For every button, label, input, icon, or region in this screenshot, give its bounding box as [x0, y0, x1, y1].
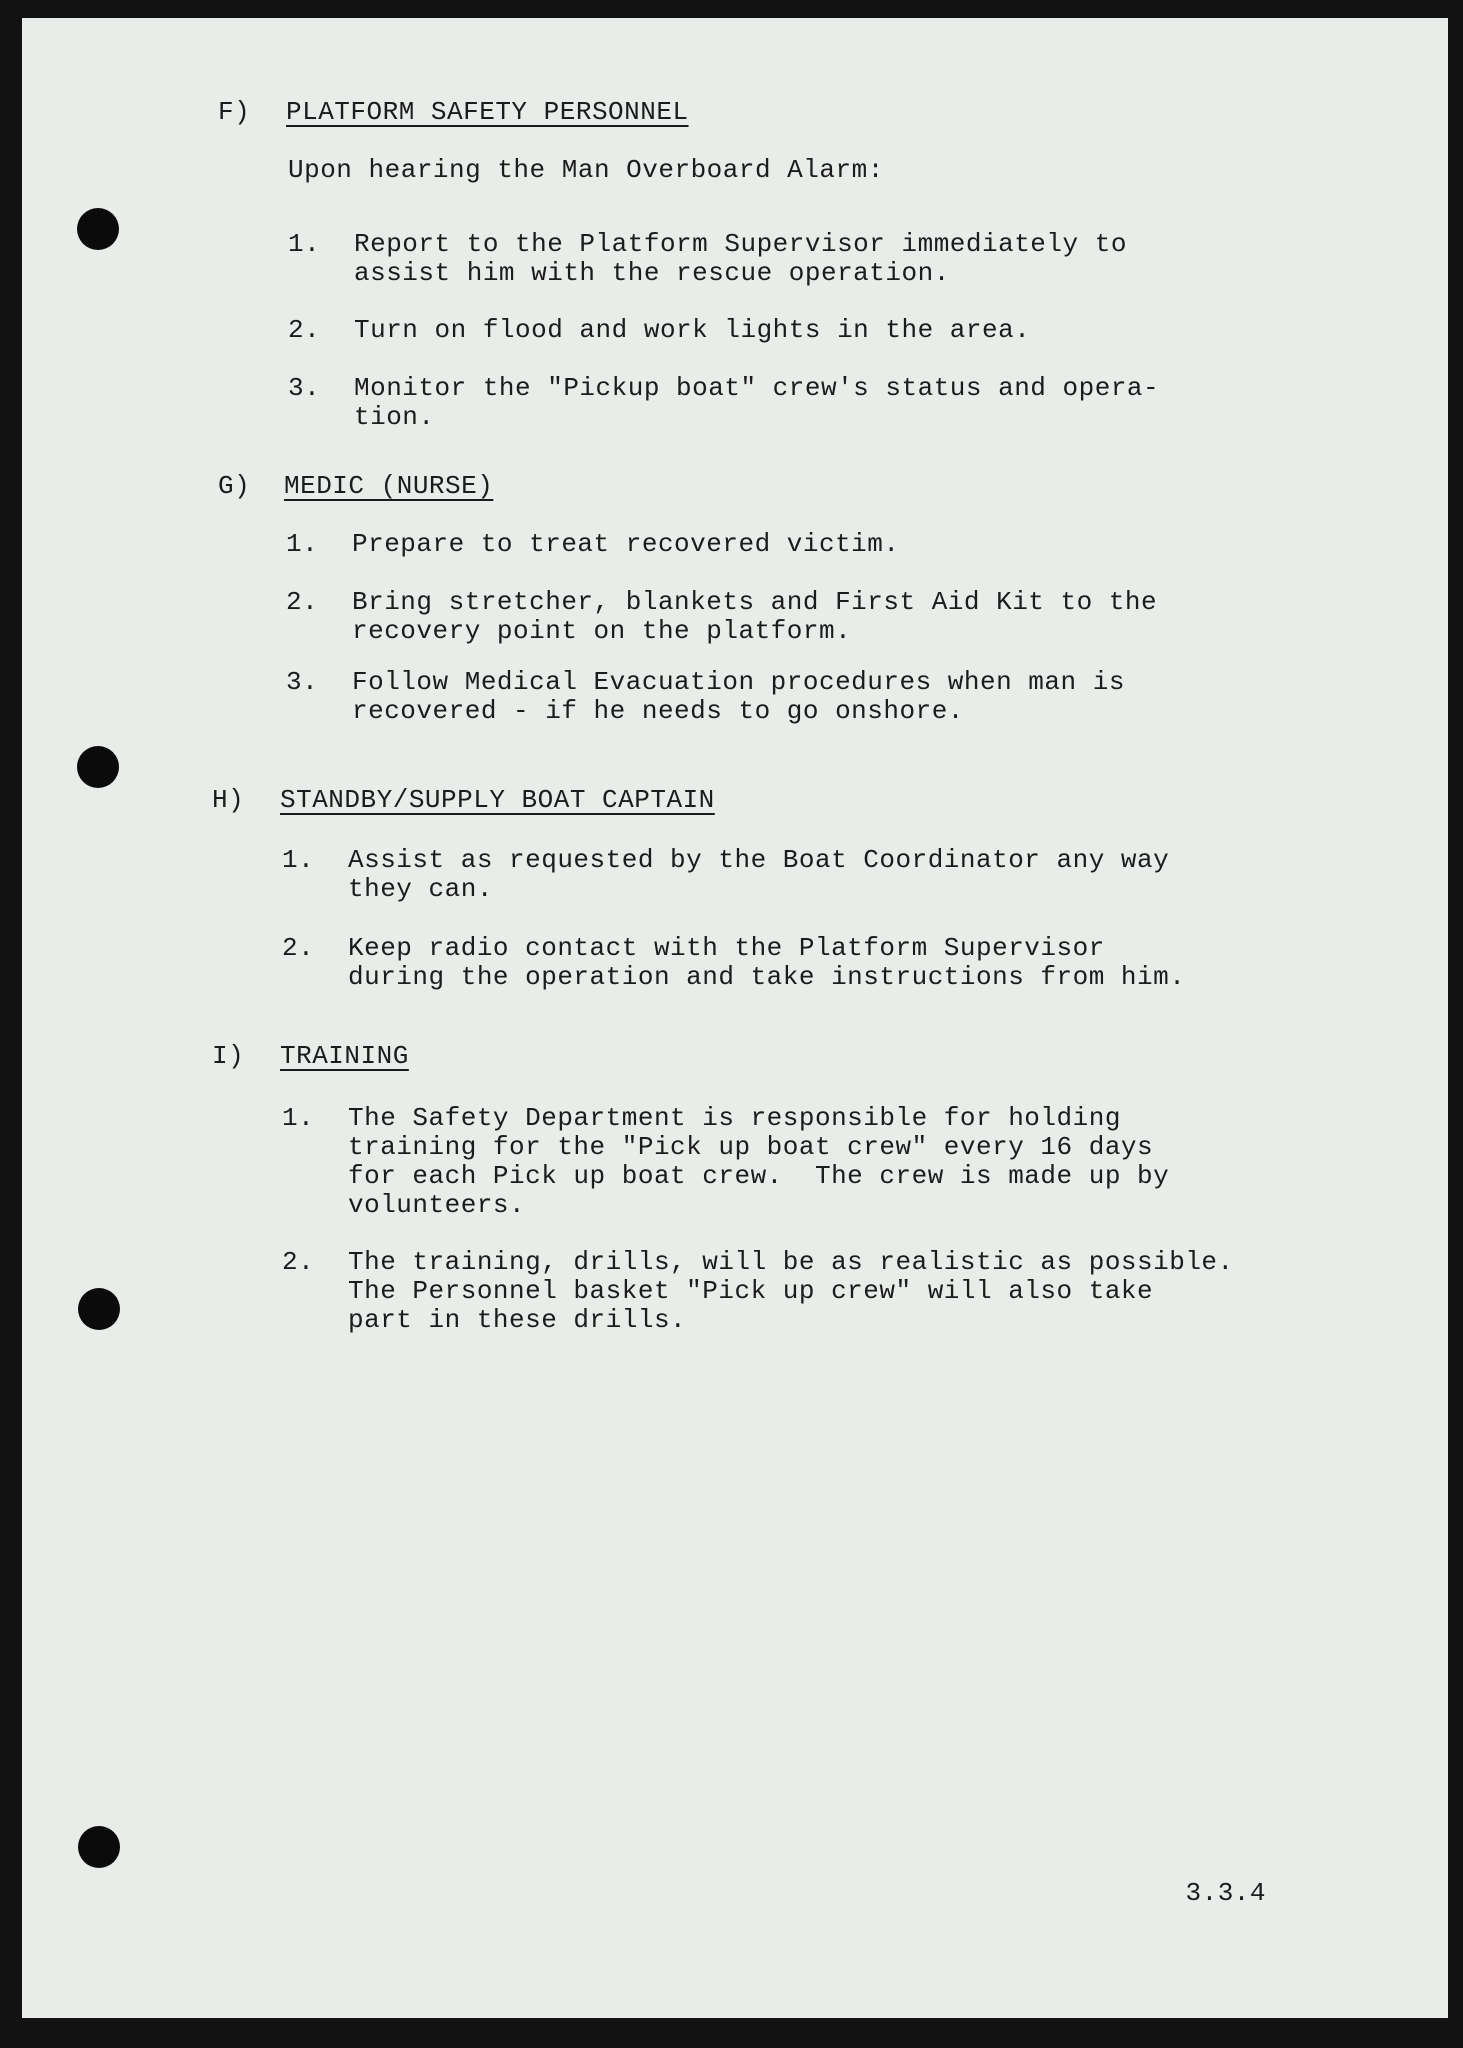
- item-number: 2.: [288, 315, 321, 345]
- section-letter: G): [218, 471, 251, 501]
- punch-hole: [77, 208, 119, 250]
- item-number: 3.: [286, 667, 319, 697]
- item-number: 2.: [282, 933, 315, 963]
- section-intro: Upon hearing the Man Overboard Alarm:: [288, 155, 884, 185]
- item-text: The training, drills, will be as realistic as possible. The Personnel basket "Pick up crew" will also take part in these drills.: [348, 1247, 1234, 1335]
- item-text: Keep radio contact with the Platform Supervisor during the operation and take instructions from him.: [348, 933, 1186, 992]
- section-letter: H): [212, 785, 245, 815]
- section-title: MEDIC (NURSE): [284, 471, 494, 501]
- item-number: 1.: [282, 1103, 315, 1133]
- item-text: The Safety Department is responsible for holding training for the "Pick up boat crew" every 16 days for each Pick up boat crew. The crew is made up by volunteers.: [348, 1103, 1170, 1220]
- item-number: 2.: [286, 587, 319, 617]
- item-text: Report to the Platform Supervisor immediately to assist him with the rescue operation.: [354, 229, 1127, 288]
- item-number: 1.: [286, 529, 319, 559]
- section-letter: F): [218, 97, 251, 127]
- item-text: Bring stretcher, blankets and First Aid Kit to the recovery point on the platform.: [352, 587, 1158, 646]
- punch-hole: [78, 1826, 120, 1868]
- punch-hole: [78, 1288, 120, 1330]
- item-number: 1.: [288, 229, 321, 259]
- page-number: 3.3.4: [1185, 1878, 1266, 1908]
- section-title: PLATFORM SAFETY PERSONNEL: [286, 97, 689, 127]
- document-page: [22, 18, 1448, 2018]
- section-title: STANDBY/SUPPLY BOAT CAPTAIN: [280, 785, 715, 815]
- item-text: Follow Medical Evacuation procedures when man is recovered - if he needs to go onshore.: [352, 667, 1125, 726]
- item-number: 1.: [282, 845, 315, 875]
- item-number: 2.: [282, 1247, 315, 1277]
- item-text: Assist as requested by the Boat Coordinator any way they can.: [348, 845, 1170, 904]
- section-letter: I): [212, 1041, 245, 1071]
- item-text: Monitor the "Pickup boat" crew's status and opera- tion.: [354, 373, 1160, 432]
- section-title: TRAINING: [280, 1041, 409, 1071]
- punch-hole: [77, 746, 119, 788]
- item-text: Turn on flood and work lights in the area.: [354, 315, 1031, 345]
- item-text: Prepare to treat recovered victim.: [352, 529, 900, 559]
- item-number: 3.: [288, 373, 321, 403]
